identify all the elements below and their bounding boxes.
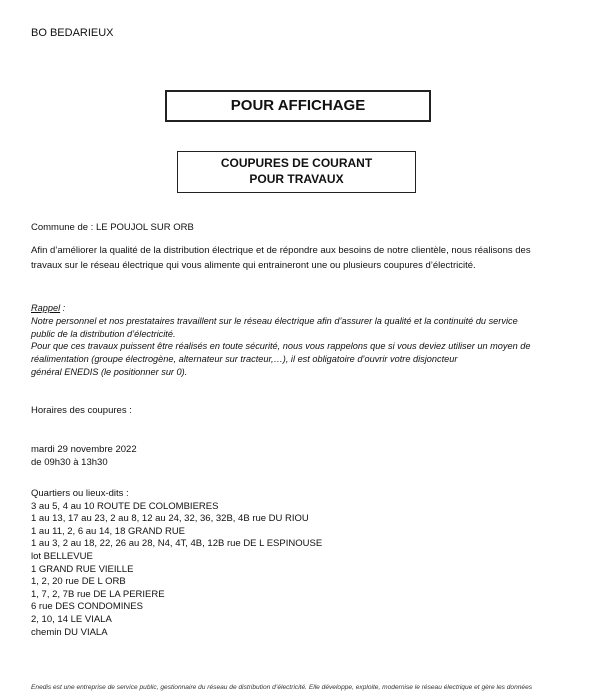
- quartier-item: 1, 7, 2, 7B rue DE LA PERIERE: [31, 588, 165, 600]
- schedule-block: [31, 443, 137, 469]
- subtitle-line-2: POUR TRAVAUX: [249, 172, 344, 186]
- schedule-date: mardi 29 novembre 2022: [31, 444, 137, 455]
- rappel-heading: [31, 302, 571, 315]
- quartier-item: 3 au 5, 4 au 10 ROUTE DE COLOMBIERES: [31, 500, 219, 512]
- title-label: POUR AFFICHAGE: [230, 97, 366, 114]
- intro-paragraph: [31, 243, 571, 273]
- quartier-item: 1 au 11, 2, 6 au 14, 18 GRAND RUE: [31, 525, 186, 537]
- organization-label: BO BEDARIEUX: [31, 27, 114, 39]
- quartier-item: 1, 2, 20 rue DE L ORB: [31, 576, 126, 588]
- quartier-item: 1 au 3, 2 au 18, 22, 26 au 28, N4, 4T, 4B, 12B rue DE L ESPINOUSE: [31, 538, 323, 550]
- quartiers-label: Quartiers ou lieux-dits :: [31, 488, 129, 499]
- rappel-paragraph: [31, 302, 571, 379]
- rappel-line-5: général ENEDIS (le positionner sur 0).: [31, 366, 188, 377]
- quartier-item: chemin DU VIALA: [31, 626, 108, 638]
- rappel-title-suffix: :: [60, 303, 66, 313]
- quartier-item: 1 au 13, 17 au 23, 2 au 8, 12 au 24, 32, 36, 32B, 4B rue DU RIOU: [31, 513, 309, 525]
- schedule-time: de 09h30 à 13h30: [31, 457, 108, 468]
- quartier-item: 2, 10, 14 LE VIALA: [31, 613, 112, 625]
- subtitle-box: [177, 151, 416, 193]
- rappel-line-1: Notre personnel et nos prestataires travaillent sur le réseau électrique afin d’assurer la qualité et la continuité du service: [31, 315, 518, 326]
- horaires-label: Horaires des coupures :: [31, 405, 132, 416]
- intro-line-1: Afin d’améliorer la qualité de la distribution électrique et de répondre aux besoins de notre clientèle, nous réalisons des: [31, 245, 531, 256]
- title-box: [165, 90, 431, 122]
- rappel-line-2: public de la distribution d’électricité.: [31, 328, 176, 339]
- subtitle-line-1: COUPURES DE COURANT: [220, 156, 373, 170]
- intro-line-2: travaux sur le réseau électrique qui vous alimente qui entraineront une ou plusieurs coupures d’électricité.: [31, 260, 476, 271]
- quartier-item: lot BELLEVUE: [31, 550, 93, 562]
- rappel-line-4: réalimentation (groupe électrogène, alternateur sur tracteur,…), il est obligatoire d’ouvrir votre disjoncteur: [31, 354, 458, 365]
- footer-note: Enedis est une entreprise de service public, gestionnaire du réseau de distribution d’électricité. Elle développe, exploite, modernise le réseau électrique et gère les données: [31, 684, 533, 691]
- quartier-item: 6 rue DES CONDOMINES: [31, 601, 143, 613]
- rappel-title: Rappel: [31, 303, 61, 313]
- commune-line: Commune de : LE POUJOL SUR ORB: [31, 222, 194, 233]
- rappel-line-3: Pour que ces travaux puissent être réalisés en toute sécurité, nous vous rappelons que si vous deviez utiliser un moyen de: [31, 341, 531, 352]
- quartier-item: 1 GRAND RUE VIEILLE: [31, 563, 134, 575]
- quartiers-list: [31, 488, 322, 639]
